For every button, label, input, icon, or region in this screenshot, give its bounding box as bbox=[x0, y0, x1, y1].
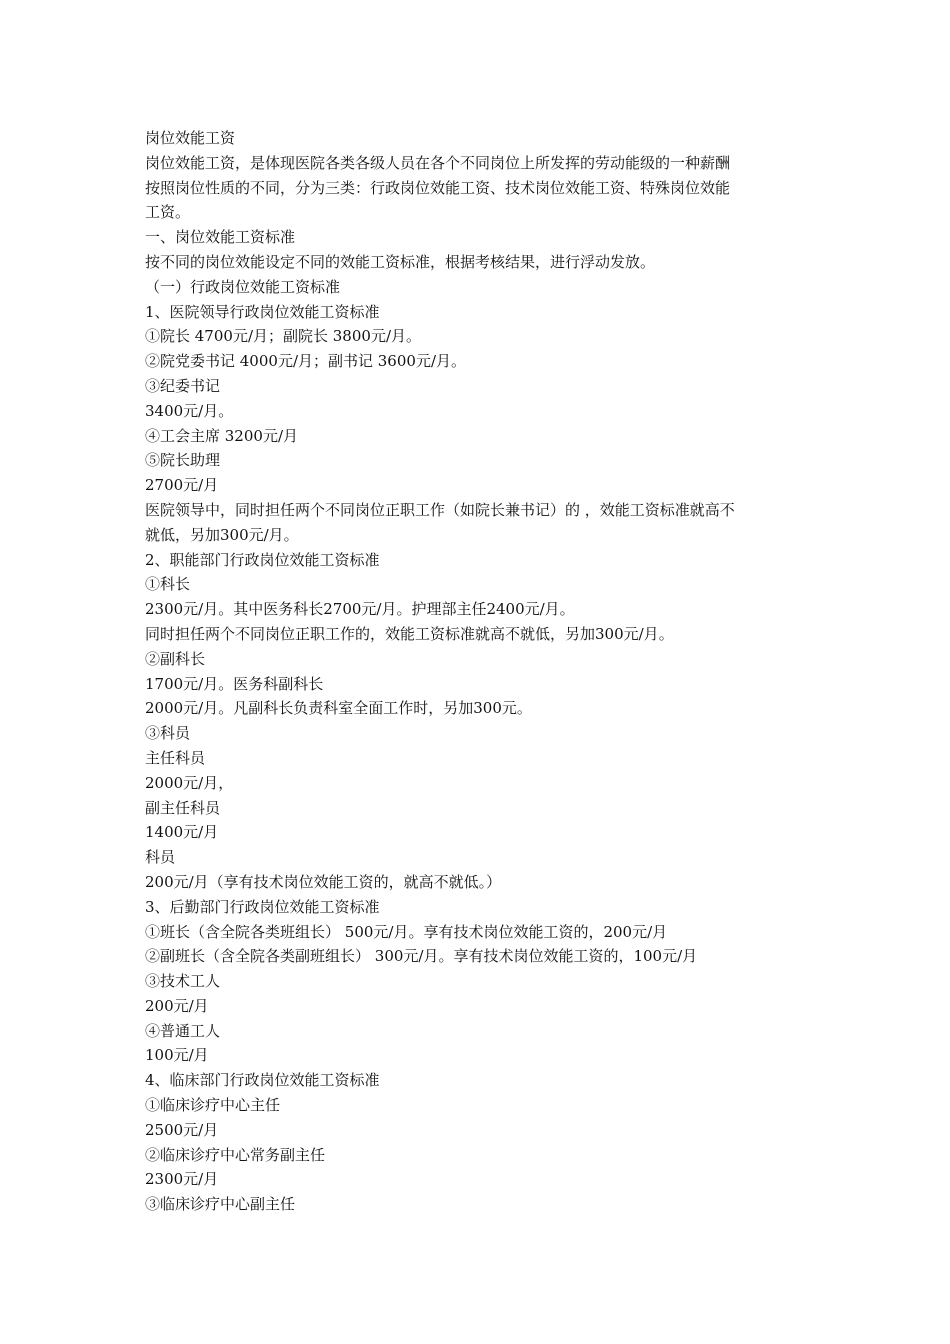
text-line: 1、医院领导行政岗位效能工资标准 bbox=[145, 302, 380, 321]
text-line: 2300元/月。其中医务科长2700元/月。护理部主任2400元/月。 bbox=[145, 600, 575, 619]
text-line: 2000元/月。凡副科长负责科室全面工作时，另加300元。 bbox=[145, 699, 532, 718]
text-line: 100元/月 bbox=[145, 1046, 209, 1065]
text-line: 200元/月 bbox=[145, 996, 209, 1015]
text-line: ③科员 bbox=[145, 724, 191, 743]
text-line: 按照岗位性质的不同，分为三类：行政岗位效能工资、技术岗位效能工资、特殊岗位效能 bbox=[145, 178, 731, 197]
text-line: 科员 bbox=[145, 848, 176, 867]
document-body bbox=[145, 126, 815, 1217]
text-line: ①临床诊疗中心主任 bbox=[145, 1096, 281, 1115]
text-line: 同时担任两个不同岗位正职工作的，效能工资标准就高不就低，另加300元/月。 bbox=[145, 624, 674, 643]
text-line: 1700元/月。医务科副科长 bbox=[145, 674, 324, 693]
text-line: ③临床诊疗中心副主任 bbox=[145, 1195, 296, 1214]
text-line: ②院党委书记 4000元/月；副书记 3600元/月。 bbox=[145, 352, 466, 371]
text-line: 2000元/月， bbox=[145, 773, 234, 792]
text-line: 1400元/月 bbox=[145, 823, 219, 842]
text-line: ⑤院长助理 bbox=[145, 451, 221, 470]
text-line: 3、后勤部门行政岗位效能工资标准 bbox=[145, 897, 380, 916]
text-line: 岗位效能工资，是体现医院各类各级人员在各个不同岗位上所发挥的劳动能级的一种薪酬 bbox=[145, 153, 731, 172]
text-line: ①院长 4700元/月；副院长 3800元/月。 bbox=[145, 327, 421, 346]
text-line: ①班长（含全院各类班组长） 500元/月。享有技术岗位效能工资的，200元/月 bbox=[145, 922, 668, 941]
text-line: 2500元/月 bbox=[145, 1120, 219, 1139]
text-line: 就低，另加300元/月。 bbox=[145, 525, 299, 544]
text-line: 主任科员 bbox=[145, 748, 206, 767]
text-line: 3400元/月。 bbox=[145, 401, 234, 420]
text-line: 4、临床部门行政岗位效能工资标准 bbox=[145, 1071, 380, 1090]
text-line: 200元/月（享有技术岗位效能工资的，就高不就低。） bbox=[145, 872, 502, 891]
text-line: ②临床诊疗中心常务副主任 bbox=[145, 1145, 326, 1164]
text-line: 一、岗位效能工资标准 bbox=[145, 228, 296, 247]
text-line: 2300元/月 bbox=[145, 1170, 219, 1189]
text-line: 工资。 bbox=[145, 203, 191, 222]
text-line: ④普通工人 bbox=[145, 1021, 221, 1040]
text-line: 2、职能部门行政岗位效能工资标准 bbox=[145, 550, 380, 569]
text-line: 副主任科员 bbox=[145, 798, 221, 817]
text-line: （一）行政岗位效能工资标准 bbox=[145, 277, 341, 296]
text-line: 2700元/月 bbox=[145, 476, 219, 495]
document-title: 岗位效能工资 bbox=[145, 129, 236, 147]
text-line: ③纪委书记 bbox=[145, 376, 221, 395]
text-line: 按不同的岗位效能设定不同的效能工资标准，根据考核结果，进行浮动发放。 bbox=[145, 252, 656, 271]
text-line: ②副班长（含全院各类副班组长） 300元/月。享有技术岗位效能工资的，100元/月 bbox=[145, 947, 698, 966]
text-line: 医院领导中，同时担任两个不同岗位正职工作（如院长兼书记）的 ，效能工资标准就高不 bbox=[145, 500, 735, 519]
text-line: ②副科长 bbox=[145, 649, 206, 668]
text-line: ③技术工人 bbox=[145, 972, 221, 991]
text-line: ①科长 bbox=[145, 575, 191, 594]
text-line: ④工会主席 3200元/月 bbox=[145, 426, 298, 445]
